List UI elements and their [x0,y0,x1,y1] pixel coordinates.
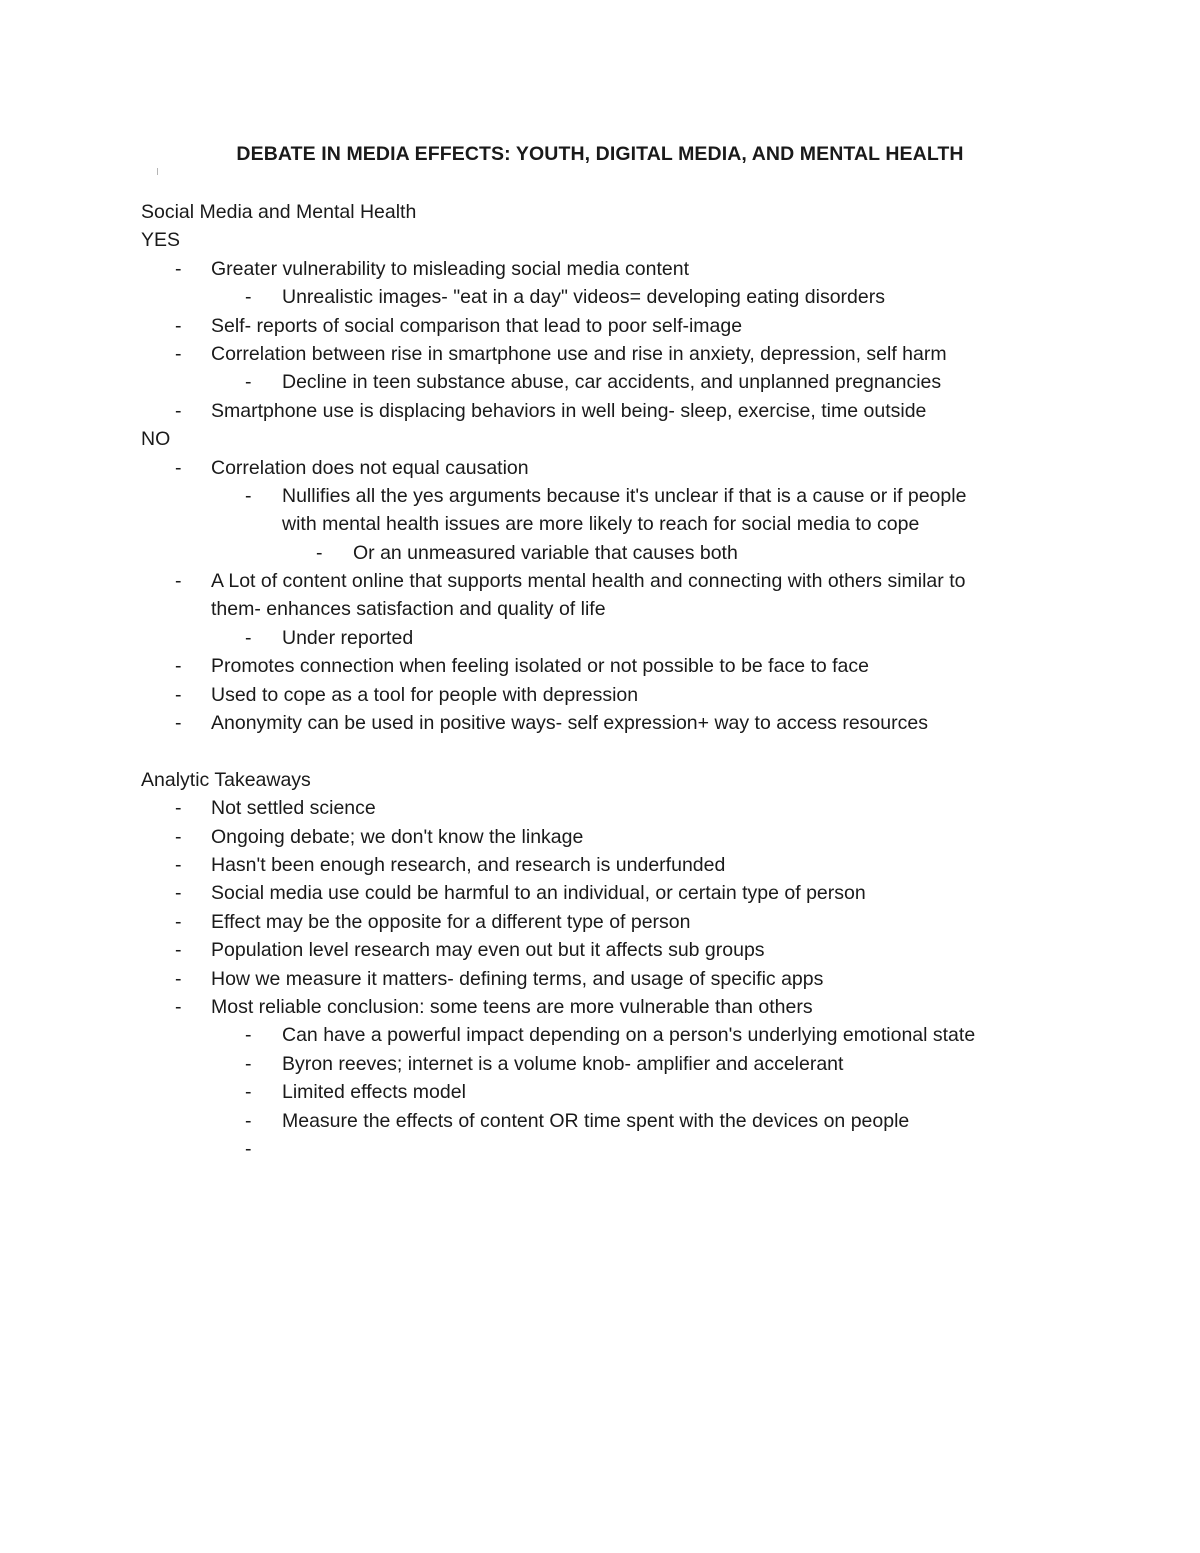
list-item-text: Correlation does not equal causation [211,456,529,479]
section-heading [0,766,1200,794]
bullet-dash: - [175,910,182,933]
bullet-dash: - [175,314,182,337]
bullet-dash: - [175,967,182,990]
list-item-text: Byron reeves; internet is a volume knob- amplifier and accelerant [282,1052,844,1075]
list-item-text: Limited effects model [282,1081,466,1104]
list-item [0,681,1200,709]
list-item-text: Anonymity can be used in positive ways- self expression+ way to access resources [211,712,928,735]
list-item [0,255,1200,283]
list-item-text: Measure the effects of content OR time spent with the devices on people [282,1109,910,1132]
list-item-text: Population level research may even out but it affects sub groups [211,939,765,962]
list-item-text: Decline in teen substance abuse, car accidents, and unplanned pregnancies [282,371,942,394]
list-item [0,965,1200,993]
document-body [0,198,1200,1163]
list-item [0,879,1200,907]
list-item-continuation [0,510,1200,538]
bullet-dash: - [175,825,182,848]
list-item [0,624,1200,652]
bullet-dash: - [175,853,182,876]
list-item [0,794,1200,822]
document-title: DEBATE IN MEDIA EFFECTS: YOUTH, DIGITAL MEDIA, AND MENTAL HEALTH [236,143,964,165]
list-item-text: Can have a powerful impact depending on a person's underlying emotional state [282,1024,976,1047]
heading-text: YES [141,229,181,252]
list-item [0,340,1200,368]
list-item-text: Effect may be the opposite for a different type of person [211,910,691,933]
list-item [0,1021,1200,1049]
list-item-text: Most reliable conclusion: some teens are more vulnerable than others [211,995,813,1018]
list-item [0,652,1200,680]
bullet-dash: - [245,1137,252,1160]
list-item [0,482,1200,510]
list-item [0,1050,1200,1078]
bullet-dash: - [175,456,182,479]
list-item-text: Hasn't been enough research, and research is underfunded [211,853,726,876]
list-item [0,936,1200,964]
bullet-dash: - [175,342,182,365]
list-item [0,397,1200,425]
bullet-dash: - [316,541,323,564]
bullet-dash: - [175,399,182,422]
section-heading [0,198,1200,226]
list-item [0,1135,1200,1163]
bullet-dash: - [175,570,182,593]
bullet-dash: - [175,995,182,1018]
list-item [0,368,1200,396]
list-item [0,567,1200,595]
list-item [0,908,1200,936]
bullet-dash: - [245,1081,252,1104]
list-item [0,454,1200,482]
list-item-text: them- enhances satisfaction and quality of life [211,598,606,621]
list-item-text: Correlation between rise in smartphone use and rise in anxiety, depression, self harm [211,342,947,365]
list-item-text: with mental health issues are more likely to reach for social media to cope [282,513,920,536]
bullet-dash: - [245,1024,252,1047]
bullet-dash: - [245,484,252,507]
list-item [0,539,1200,567]
section-heading [0,226,1200,254]
list-item [0,283,1200,311]
bullet-dash: - [175,257,182,280]
list-item-text: Under reported [282,626,414,649]
list-item-text: Nullifies all the yes arguments because it's unclear if that is a cause or if people [282,484,967,507]
bullet-dash: - [245,1109,252,1132]
list-item-text: Greater vulnerability to misleading social media content [211,257,689,280]
cursor-tick [157,168,158,175]
list-item-text: Used to cope as a tool for people with depression [211,683,639,706]
section-heading [0,425,1200,453]
bullet-dash: - [245,626,252,649]
list-item [0,312,1200,340]
bullet-dash: - [175,797,182,820]
list-item-text: Promotes connection when feeling isolated or not possible to be face to face [211,655,869,678]
heading-text: NO [141,428,171,451]
list-item-text: Smartphone use is displacing behaviors in well being- sleep, exercise, time outside [211,399,927,422]
list-item-text: A Lot of content online that supports mental health and connecting with others similar to [211,570,966,593]
list-item-text: Social media use could be harmful to an individual, or certain type of person [211,882,866,905]
bullet-dash: - [175,712,182,735]
list-item [0,709,1200,737]
list-item [0,823,1200,851]
list-item-text: Ongoing debate; we don't know the linkage [211,825,584,848]
heading-text: Analytic Takeaways [141,768,311,791]
bullet-dash: - [175,655,182,678]
bullet-dash: - [245,286,252,309]
heading-text: Social Media and Mental Health [141,201,417,223]
bullet-dash: - [175,882,182,905]
list-item-text: How we measure it matters- defining terms, and usage of specific apps [211,967,824,990]
blank-line [0,737,1200,765]
list-item-text: Unrealistic images- "eat in a day" videos= developing eating disorders [282,286,885,309]
list-item-text: Or an unmeasured variable that causes both [353,541,738,564]
bullet-dash: - [245,1052,252,1075]
bullet-dash: - [175,939,182,962]
list-item-text: Self- reports of social comparison that lead to poor self-image [211,314,743,337]
list-item-continuation [0,595,1200,623]
list-item [0,1107,1200,1135]
list-item [0,851,1200,879]
bullet-dash: - [245,371,252,394]
list-item-text: Not settled science [211,797,376,820]
list-item [0,993,1200,1021]
list-item [0,1078,1200,1106]
bullet-dash: - [175,683,182,706]
